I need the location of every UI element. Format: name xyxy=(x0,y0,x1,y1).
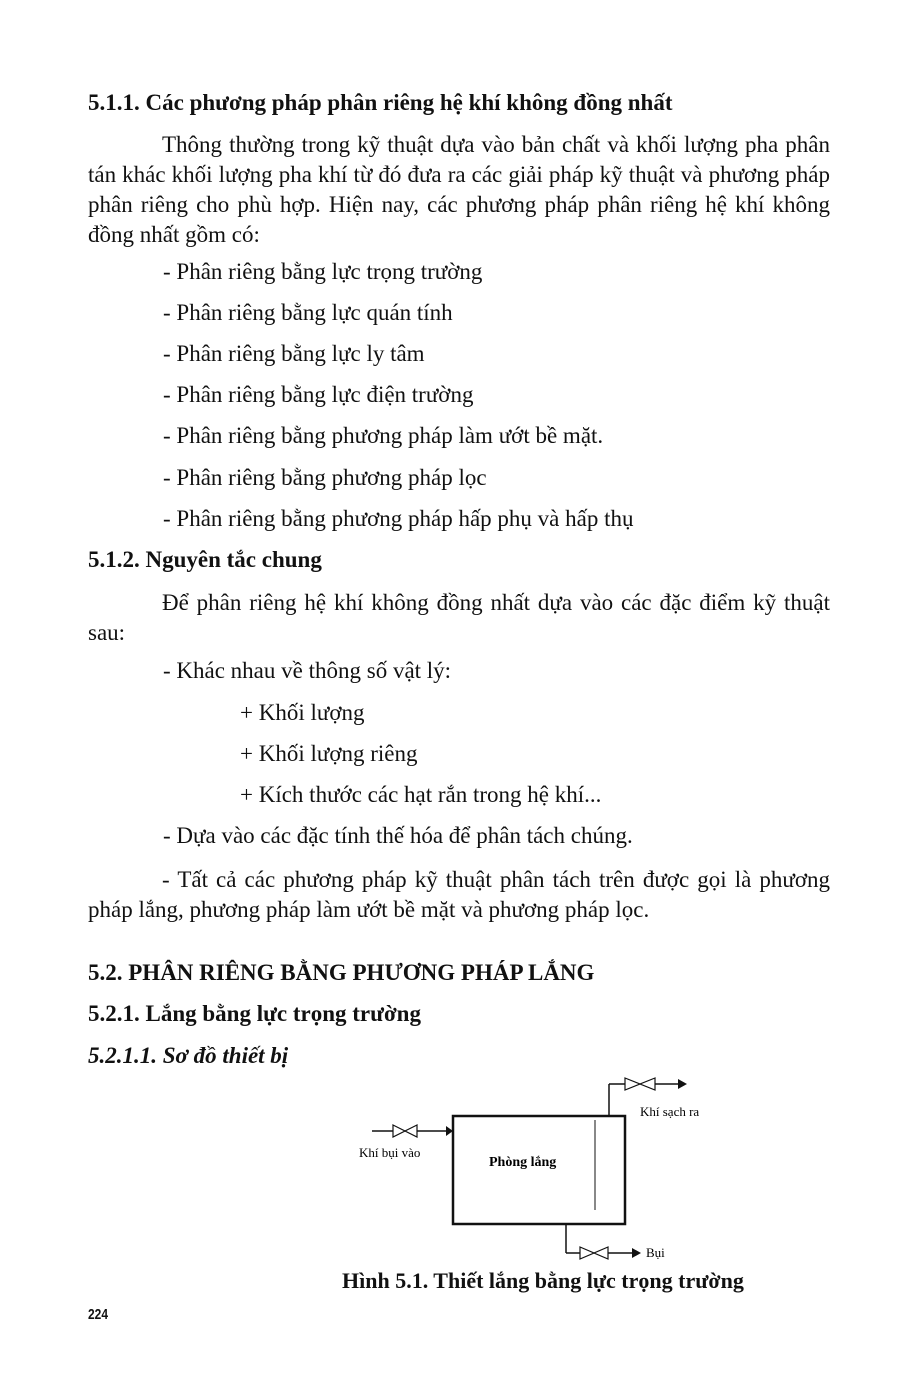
sub-list-item: + Kích thước các hạt rắn trong hệ khí... xyxy=(240,782,602,807)
list-item: - Phân riêng bằng lực trọng trường xyxy=(163,259,483,284)
list-item: - Phân riêng bằng lực điện trường xyxy=(163,382,474,407)
list-item: - Phân riêng bằng phương pháp lọc xyxy=(163,465,487,490)
list-item: - Dựa vào các đặc tính thế hóa để phân tách chúng. xyxy=(163,823,633,848)
sub-list-item: + Khối lượng xyxy=(240,700,365,725)
outlet-valve-icon xyxy=(625,1078,655,1090)
heading-5-2-1: 5.2.1. Lắng bằng lực trọng trường xyxy=(88,1001,421,1026)
dust-label: Bụi xyxy=(646,1245,665,1260)
outlet-label: Khí sạch ra xyxy=(640,1104,700,1119)
figure-caption: Hình 5.1. Thiết lắng bằng lực trọng trường xyxy=(342,1268,744,1293)
paragraph-conclusion: - Tất cả các phương pháp kỹ thuật phân tách trên được gọi là phương pháp lắng, phương pháp làm ướt bề mặt và phương pháp lọc. xyxy=(88,867,830,922)
heading-5-2-1-1: 5.2.1.1. Sơ đồ thiết bị xyxy=(88,1043,289,1068)
list-item: - Phân riêng bằng lực quán tính xyxy=(163,300,453,325)
chamber-label: Phòng lắng xyxy=(489,1155,557,1170)
page-number: 224 xyxy=(88,1306,109,1323)
paragraph-principle-intro: Để phân riêng hệ khí không đồng nhất dựa vào các đặc điểm kỹ thuật sau: xyxy=(88,590,830,645)
list-item: - Khác nhau về thông số vật lý: xyxy=(163,658,452,683)
settling-chamber-diagram xyxy=(350,1070,770,1265)
heading-5-1-1: 5.1.1. Các phương pháp phân riêng hệ khí không đồng nhất xyxy=(88,90,673,115)
heading-5-2: 5.2. PHÂN RIÊNG BẰNG PHƯƠNG PHÁP LẮNG xyxy=(88,960,595,985)
paragraph-methods-intro: Thông thường trong kỹ thuật dựa vào bản chất và khối lượng pha phân tán khác khối lượng pha khí từ đó đưa ra các giải pháp kỹ thuật và phương pháp phân riêng cho phù hợp. Hiện nay, các phương pháp phân riêng hệ khí không đồng nhất gồm có: xyxy=(88,132,830,247)
inlet-label: Khí bụi vào xyxy=(359,1145,421,1160)
settling-chamber xyxy=(453,1116,625,1224)
list-item: - Phân riêng bằng lực ly tâm xyxy=(163,341,425,366)
sub-list-item: + Khối lượng riêng xyxy=(240,741,418,766)
dust-valve-icon xyxy=(580,1247,608,1259)
heading-5-1-2: 5.1.2. Nguyên tắc chung xyxy=(88,547,322,572)
inlet-valve-icon xyxy=(393,1125,417,1137)
list-item: - Phân riêng bằng phương pháp hấp phụ và hấp thụ xyxy=(163,506,634,531)
list-item: - Phân riêng bằng phương pháp làm ướt bề mặt. xyxy=(163,423,604,448)
